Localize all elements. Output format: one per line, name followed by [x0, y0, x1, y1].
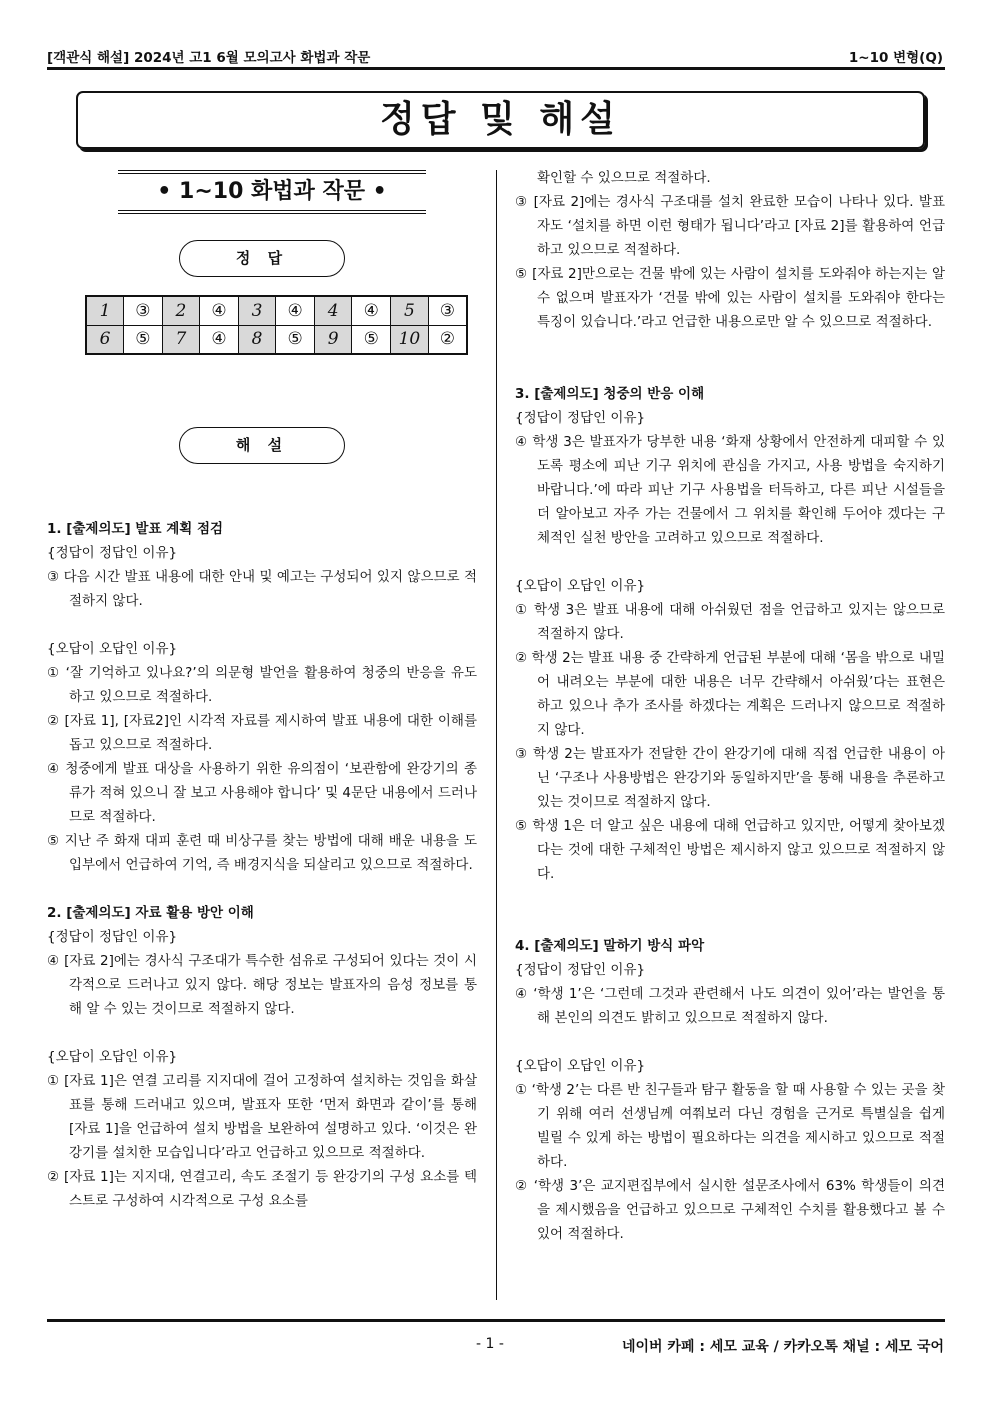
answer-choice: ④: [200, 325, 239, 354]
subheading: {정답이 정답인 이유}: [515, 962, 646, 978]
page-header: [47, 44, 945, 68]
subheading: {오답이 오답인 이유}: [47, 1049, 178, 1065]
explain-label-pill: [179, 427, 345, 464]
spacer: [47, 613, 477, 637]
question-number: 5: [391, 296, 429, 325]
spacer: [47, 877, 477, 901]
left-column: [47, 517, 477, 1213]
question-number: 2: [162, 296, 200, 325]
section-title: • 1~10 화법과 작문 •: [157, 179, 387, 204]
column-divider: [496, 170, 497, 1300]
explanation-item: ② 학생 2는 발표 내용 중 간략하게 언급된 부분에 대해 ‘몸을 밖으로 내밀어 내려오는 부분에 대한 내용은 너무 간략해서 아쉬웠’다는 표현은 하고 있으나 추가 조사를 하겠다는 계획은 드러나지 않으므로 적절하지 않다.: [515, 650, 945, 738]
question-number: 4: [314, 296, 352, 325]
explanation-item: ① [자료 1]은 연결 고리를 지지대에 걸어 고정하여 설치하는 것임을 화살표를 통해 드러내고 있으며, 발표자 또한 ‘먼저 화면과 같이’를 통해 [자료 1]을 언급하여 설치 방법을 보완하여 설명하고 있다. ‘이것은 완강기를 설치한 모습입니다’라고 언급하고 있으므로 적절하다.: [47, 1073, 477, 1161]
explanation-item: ③ 학생 2는 발표자가 전달한 간이 완강기에 대해 직접 언급한 내용이 아닌 ‘구조나 사용방법은 완강기와 동일하지만’을 통해 내용을 추론하고 있는 것이므로 적절하지 않다.: [515, 746, 945, 810]
question-number: 6: [86, 325, 124, 354]
footer-divider: [47, 1319, 945, 1322]
header-form-label: 1~10 변형(Q): [848, 50, 943, 66]
spacer: [515, 550, 945, 574]
spacer: [515, 910, 945, 934]
question-number: 9: [314, 325, 352, 354]
explanation-item: ② ‘학생 3’은 교지편집부에서 실시한 설문조사에서 63% 학생들이 의견을 제시했음을 언급하고 있으므로 구체적인 수치를 활용했다고 볼 수 있어 적절하다.: [515, 1178, 945, 1242]
question-number: 1: [86, 296, 124, 325]
header-divider: [47, 67, 945, 70]
question-number: 10: [391, 325, 429, 354]
spacer: [515, 334, 945, 358]
header-title: [객관식 해설] 2024년 고1 6월 모의고사 화법과 작문: [47, 50, 371, 66]
answer-choice: ④: [276, 296, 315, 325]
right-column: [515, 166, 945, 1246]
answer-row: [86, 296, 467, 325]
subheading: {정답이 정답인 이유}: [47, 545, 178, 561]
explanation-item: ① ‘잘 기억하고 있나요?’의 의문형 발언을 활용하여 청중의 반응을 유도하고 있으므로 적절하다.: [47, 665, 477, 705]
explanation-item: ② [자료 1], [자료2]인 시각적 자료를 제시하여 발표 내용에 대한 이해를 돕고 있으므로 적절하다.: [47, 713, 477, 753]
explanation-item: ⑤ 학생 1은 더 알고 싶은 내용에 대해 언급하고 있지만, 어떻게 찾아보겠다는 것에 대한 구체적인 방법은 제시하지 않고 있으므로 적절하지 않다.: [515, 818, 945, 882]
section-heading: [118, 170, 426, 214]
explanation-item: ① 학생 3은 발표 내용에 대해 아쉬웠던 점을 언급하고 있지는 않으므로 적절하지 않다.: [515, 602, 945, 642]
page-number: - 1 -: [476, 1336, 504, 1352]
explanation-item: ③ [자료 2]에는 경사식 구조대를 설치 완료한 모습이 나타나 있다. 발표자도 ‘설치를 하면 이런 형태가 됩니다’라고 [자료 2]를 활용하여 언급하고 있으므로 적절하다.: [515, 194, 945, 258]
subheading: {오답이 오답인 이유}: [515, 1058, 646, 1074]
question-heading: 2. [출제의도] 자료 활용 방안 이해: [47, 905, 254, 921]
answer-table: [85, 295, 468, 355]
explanation-item: ④ 학생 3은 발표자가 당부한 내용 ‘화재 상황에서 안전하게 대피할 수 있도록 평소에 피난 기구 위치에 관심을 가지고, 사용 방법을 숙지하기 바랍니다.’에 따라 피난 기구 사용법을 터득하고, 다른 피난 시설들을 더 알아보고 자주 가는 건물에서 그 위치를 확인해 두어야 겠다는 구체적인 실천 방안을 고려하고 있으므로 적절하다.: [515, 434, 945, 546]
explanation-item: ③ 다음 시간 발표 내용에 대한 안내 및 예고는 구성되어 있지 않으므로 적절하지 않다.: [47, 569, 477, 609]
answer-row: [86, 325, 467, 354]
page-title: 정답 및 해설: [380, 99, 621, 140]
explanation-item: ① ‘학생 2’는 다른 반 친구들과 탐구 활동을 할 때 사용할 수 있는 곳을 찾기 위해 여러 선생님께 여쭤보러 다닌 경험을 근거로 특별실을 쉽게 빌릴 수 있게 하는 방법이 필요하다는 의견을 제시하고 있으므로 적절하다.: [515, 1082, 945, 1170]
question-heading: 4. [출제의도] 말하기 방식 파악: [515, 938, 705, 954]
explanation-item: ④ 청중에게 발표 대상을 사용하기 위한 유의점이 ‘보관함에 완강기의 종류가 적혀 있으니 잘 보고 사용해야 합니다’ 및 4문단 내용에서 드러나므로 적절하다.: [47, 761, 477, 825]
answer-label: 정 답: [235, 249, 289, 267]
question-number: 3: [238, 296, 276, 325]
answer-choice: ②: [428, 325, 467, 354]
answer-label-pill: [179, 240, 345, 277]
explanation-item: ⑤ [자료 2]만으로는 건물 밖에 있는 사람이 설치를 도와줘야 하는지는 알수 없으며 발표자가 ‘건물 밖에 있는 사람이 설치를 도와줘야 한다는 특징이 있습니다.’라고 언급한 내용으로만 알 수 있으므로 적절하다.: [515, 266, 945, 330]
subheading: {정답이 정답인 이유}: [47, 929, 178, 945]
spacer: [515, 1030, 945, 1054]
footer-credits: 네이버 카페 : 세모 교육 / 카카오톡 채널 : 세모 국어: [621, 1339, 944, 1355]
answer-choice: ④: [200, 296, 239, 325]
question-number: 7: [162, 325, 200, 354]
subheading: {오답이 오답인 이유}: [515, 578, 646, 594]
spacer: [515, 886, 945, 910]
answer-choice: ⑤: [124, 325, 163, 354]
answer-choice: ③: [428, 296, 467, 325]
answer-choice: ④: [352, 296, 391, 325]
answer-choice: ⑤: [352, 325, 391, 354]
spacer: [47, 1021, 477, 1045]
explanation-item: ⑤ 지난 주 화재 대피 훈련 때 비상구를 찾는 방법에 대해 배운 내용을 도입부에서 언급하여 기억, 즉 배경지식을 되살리고 있으므로 적절하다.: [47, 833, 477, 873]
question-heading: 1. [출제의도] 발표 계획 점검: [47, 521, 224, 537]
subheading: {오답이 오답인 이유}: [47, 641, 178, 657]
spacer: [515, 358, 945, 382]
question-heading: 3. [출제의도] 청중의 반응 이해: [515, 386, 705, 402]
explanation-item: ④ [자료 2]에는 경사식 구조대가 특수한 섬유로 구성되어 있다는 것이 시각적으로 드러나고 있지 않다. 해당 정보는 발표자의 음성 정보를 통해 알 수 있는 것이므로 적절하지 않다.: [47, 953, 477, 1017]
answer-choice: ⑤: [276, 325, 315, 354]
title-box: [76, 91, 925, 149]
explanation-item: ② [자료 1]는 지지대, 연결고리, 속도 조절기 등 완강기의 구성 요소를 텍스트로 구성하여 시각적으로 구성 요소를: [47, 1169, 477, 1209]
subheading: {정답이 정답인 이유}: [515, 410, 646, 426]
explain-label: 해 설: [235, 436, 289, 454]
explanation-continuation: 확인할 수 있으므로 적절하다.: [537, 170, 711, 186]
explanation-item: ④ ‘학생 1’은 ‘그런데 그것과 관련해서 나도 의견이 있어’라는 발언을 통해 본인의 의견도 밝히고 있으므로 적절하지 않다.: [515, 986, 945, 1026]
question-number: 8: [238, 325, 276, 354]
answer-choice: ③: [124, 296, 163, 325]
